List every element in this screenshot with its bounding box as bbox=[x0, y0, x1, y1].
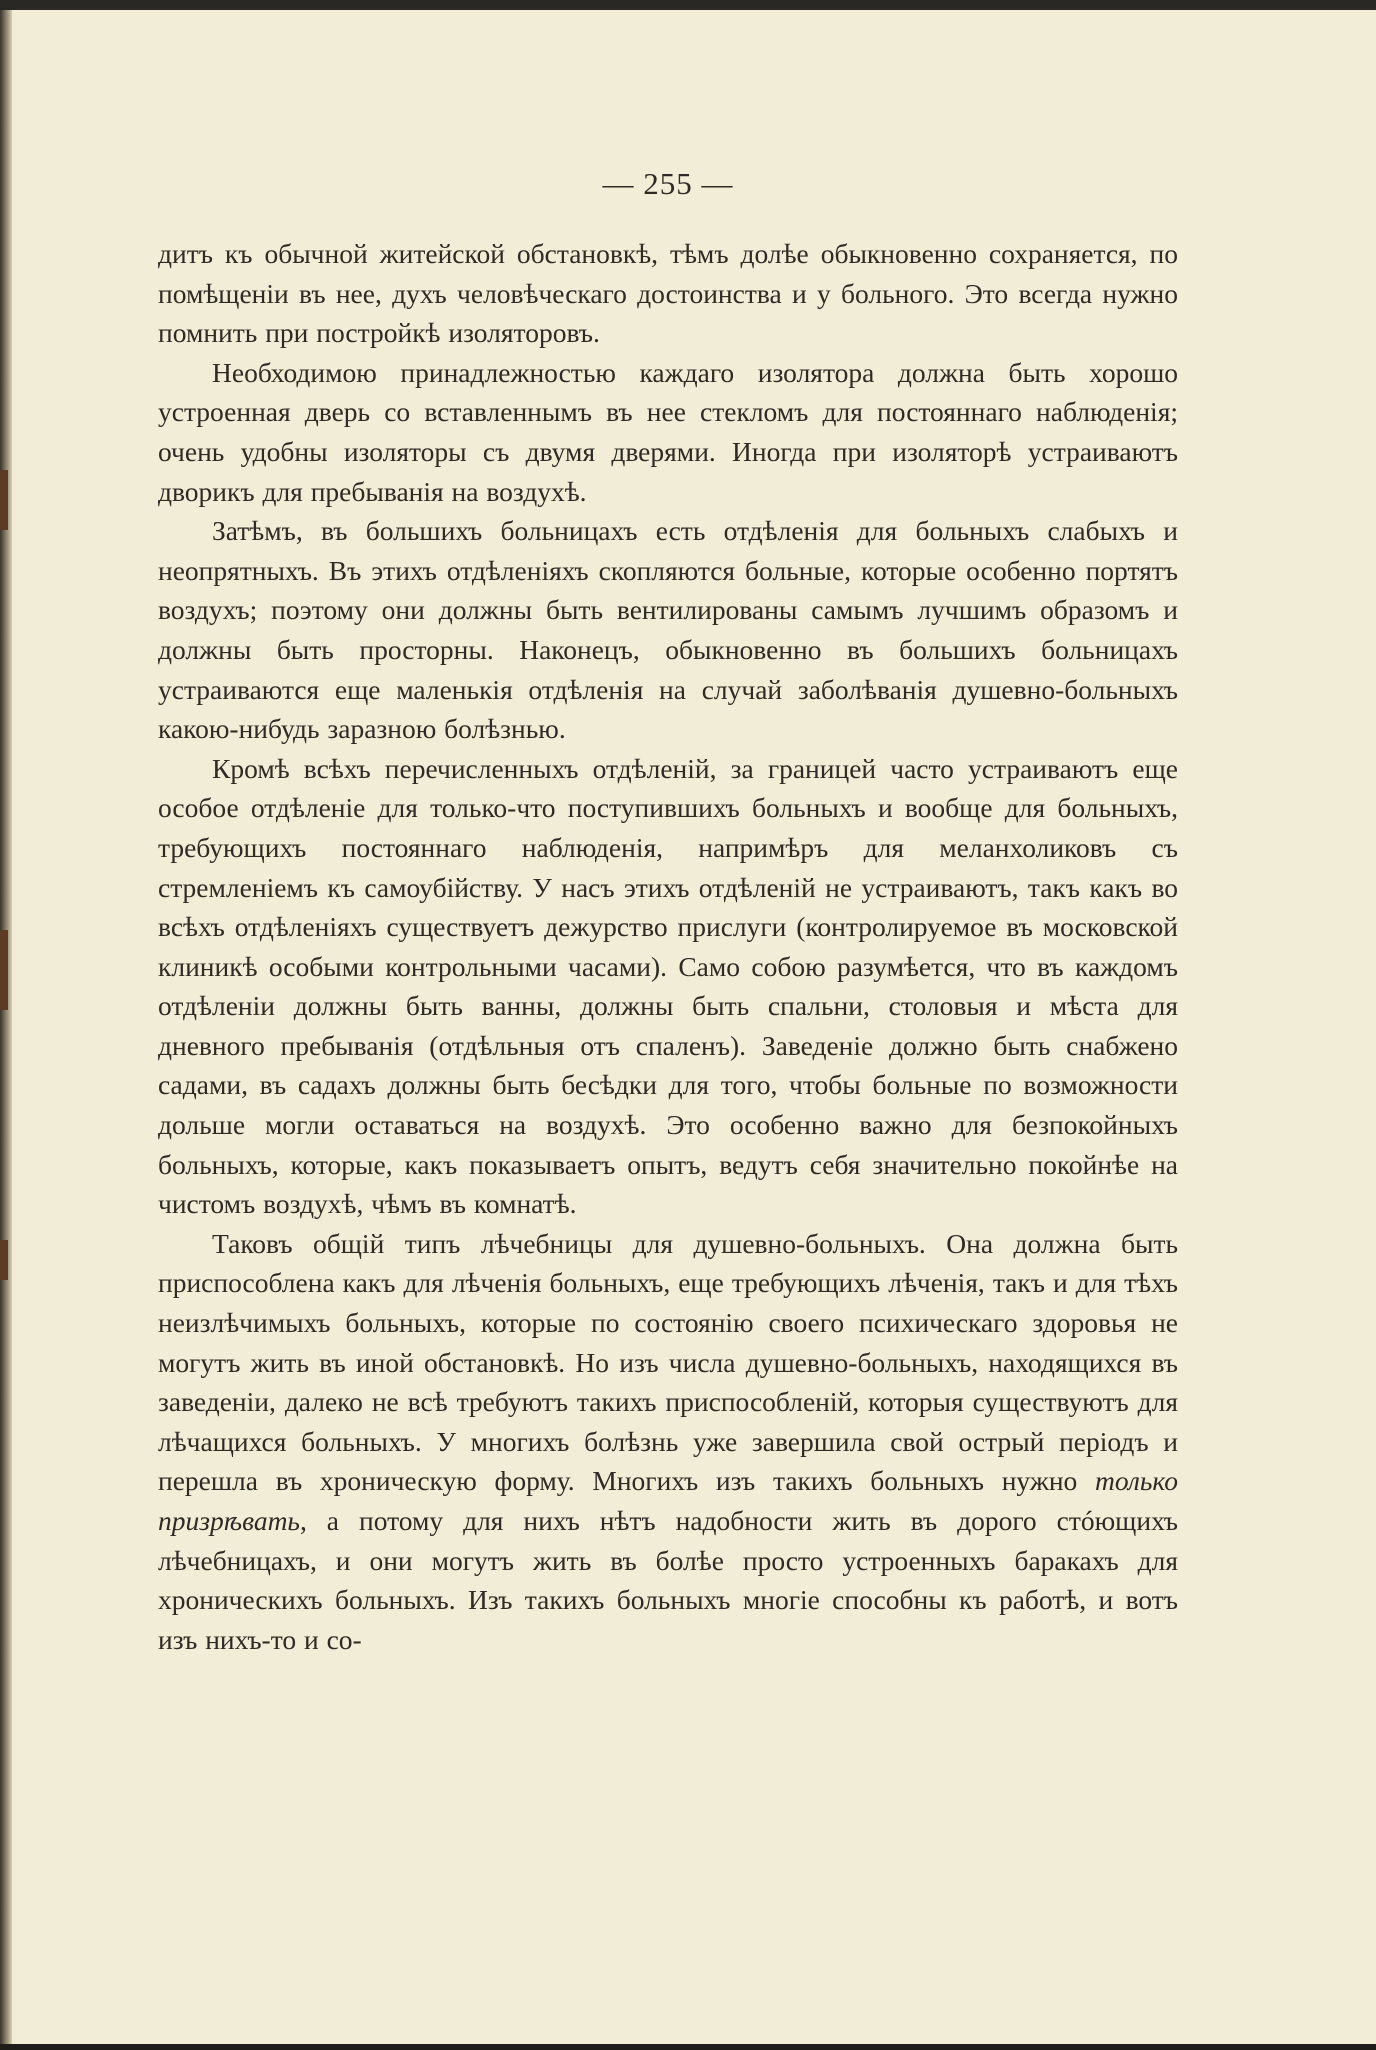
book-page bbox=[158, 162, 1178, 1659]
paragraph-isolator-door: Необходимою принадлежностью каждаго изолятора должна быть хорошо устроенная дверь со вставленнымъ въ нее стекломъ для постояннаго наблюденія; очень удобны изоляторы съ двумя дверями. Иногда при изоляторѣ устраиваютъ дворикъ для пребыванія на воздухѣ. bbox=[158, 356, 1178, 507]
paragraph-weak-patients-wards: Затѣмъ, въ большихъ больницахъ есть отдѣленія для больныхъ слабыхъ и неопрятныхъ. Въ этихъ отдѣленіяхъ скопляются больные, которые особенно портятъ воздухъ; поэтому они должны быть вентилированы самымъ лучшимъ образомъ и должны быть просторны. Наконецъ, обыкновенно въ большихъ больницахъ устраиваются еще маленькія отдѣленія на случай заболѣванія душевно-больныхъ какою-нибудь заразною болѣзнью. bbox=[158, 515, 1178, 745]
binding-mark bbox=[0, 1240, 8, 1280]
italic-phrase: только призрѣвать bbox=[158, 1465, 1178, 1536]
scan-bottom-border bbox=[0, 2044, 1376, 2050]
text-run: , а потому для нихъ нѣтъ надобности жить въ дорого стóющихъ лѣчебницахъ, и они могутъ жить въ болѣе просто устроенныхъ баракахъ для хроническихъ больныхъ. Изъ такихъ больныхъ многіе способны къ работѣ, и вотъ изъ нихъ-то и со- bbox=[158, 1505, 1178, 1655]
binding-mark bbox=[0, 930, 8, 1010]
scan-binding-edge bbox=[0, 10, 12, 2050]
paragraph-observation-ward: Кромѣ всѣхъ перечисленныхъ отдѣленій, за границей часто устраиваютъ еще особое отдѣленіе для только-что поступившихъ больныхъ и вообще для больныхъ, требующихъ постояннаго наблюденія, напримѣръ для меланхоликовъ съ стремленіемъ къ самоубійству. У насъ этихъ отдѣленій не устраиваютъ, такъ какъ во всѣхъ отдѣленіяхъ существуетъ дежурство прислуги (контролируемое въ московской клиникѣ особыми контрольными часами). Само собою разумѣется, что въ каждомъ отдѣленіи должны быть ванны, должны быть спальни, столовыя и мѣста для дневного пребыванія (отдѣльныя отъ спаленъ). Заведеніе должно быть снабжено садами, въ садахъ должны быть бесѣдки для того, чтобы больные по возможности дольше могли оставаться на воздухѣ. Это особенно важно для безпокойныхъ больныхъ, которые, какъ показываетъ опытъ, ведутъ себя значительно покойнѣе на чистомъ воздухѣ, чѣмъ въ комнатѣ. bbox=[158, 752, 1178, 1220]
binding-mark bbox=[0, 470, 8, 530]
paragraph-continuation: дитъ къ обычной житейской обстановкѣ, тѣмъ долѣе обыкновенно сохраняется, по помѣщеніи въ нее, духъ человѣческаго достоинства и у больного. Это всегда нужно помнить при постройкѣ изоляторовъ. bbox=[158, 238, 1178, 349]
page-number: — 255 — bbox=[602, 166, 734, 201]
scan-top-border bbox=[0, 0, 1376, 10]
paragraph-general-type bbox=[158, 1224, 1178, 1660]
text-run: Таковъ общій типъ лѣчебницы для душевно-больныхъ. Она должна быть приспособлена какъ для лѣченія больныхъ, еще требующихъ лѣченія, такъ и для тѣхъ неизлѣчимыхъ больныхъ, которые по состоянію своего психическаго здоровья не могутъ жить въ иной обстановкѣ. Но изъ числа душевно-больныхъ, находящихся въ заведеніи, далеко не всѣ требуютъ такихъ приспособленій, которыя существуютъ для лѣчащихся больныхъ. У многихъ болѣзнь уже завершила свой острый періодъ и перешла въ хроническую форму. Многихъ изъ такихъ больныхъ нужно bbox=[158, 1227, 1178, 1497]
